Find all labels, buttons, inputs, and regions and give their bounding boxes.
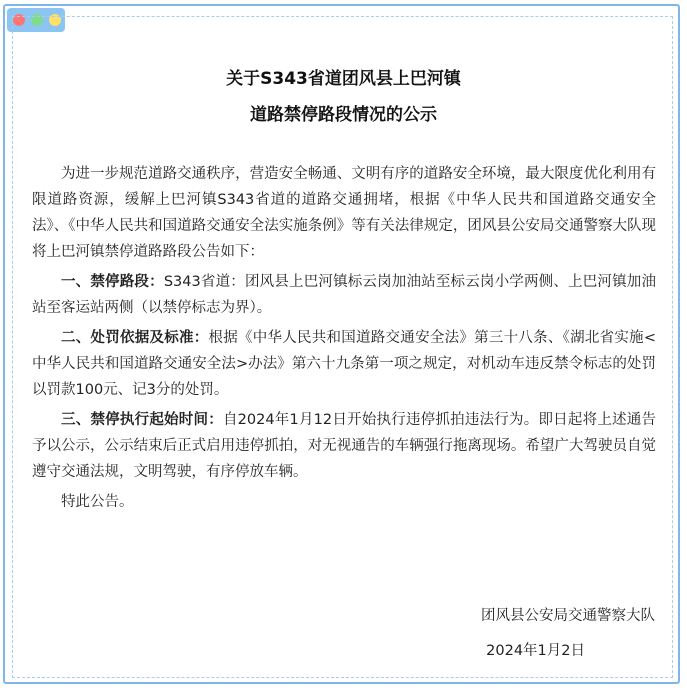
intro-paragraph bbox=[32, 161, 656, 265]
section2-text: 根据《中华人民共和国道路交通安全法》第三十八条、《湖北省实施<中华人民共和国道路交通安全法>办法》第六十九条第一项之规定，对机动车违反禁令标志的处罚以罚款100元、记3分的处罚。 bbox=[32, 330, 656, 398]
intro-text: 为进一步规范道路交通秩序，营造安全畅通、文明有序的道路安全环境，最大限度优化利用有限道路资源，缓解上巴河镇S343省道的道路交通拥堵，根据《中华人民共和国道路交通安全法》、《中华人民共和国道路交通安全法实施条例》等有关法律规定，团风县公安局交通警察大队现将上巴河镇禁停道路路段公告如下： bbox=[32, 166, 656, 260]
closing-paragraph bbox=[32, 489, 656, 515]
section2-label: 二、处罚依据及标准： bbox=[61, 330, 209, 346]
signature-organization: 团风县公安局交通警察大队 bbox=[481, 608, 655, 624]
section1-paragraph bbox=[32, 269, 656, 321]
section2-paragraph bbox=[32, 325, 656, 403]
document-body bbox=[32, 161, 656, 519]
section3-label: 三、禁停执行起始时间： bbox=[61, 412, 223, 428]
section1-text: S343省道：团风县上巴河镇标云岗加油站至标云岗小学两侧、上巴河镇加油站至客运站两侧（以禁停标志为界）。 bbox=[32, 274, 656, 316]
section3-text: 自2024年1月12日开始执行违停抓拍违法行为。即日起将上述通告予以公示，公示结束后正式启用违停抓拍，对无视通告的车辆强行拖离现场。希望广大驾驶员自觉遵守交通法规，文明驾驶，有序停放车辆。 bbox=[32, 412, 656, 480]
document-title-line1: 关于S343省道团风县上巴河镇 bbox=[226, 69, 461, 89]
section1-label: 一、禁停路段： bbox=[61, 274, 164, 290]
signature-date: 2024年1月2日 bbox=[486, 643, 585, 659]
closing-text: 特此公告。 bbox=[61, 494, 134, 510]
section3-paragraph bbox=[32, 407, 656, 485]
document-title-line2: 道路禁停路段情况的公示 bbox=[250, 105, 437, 125]
